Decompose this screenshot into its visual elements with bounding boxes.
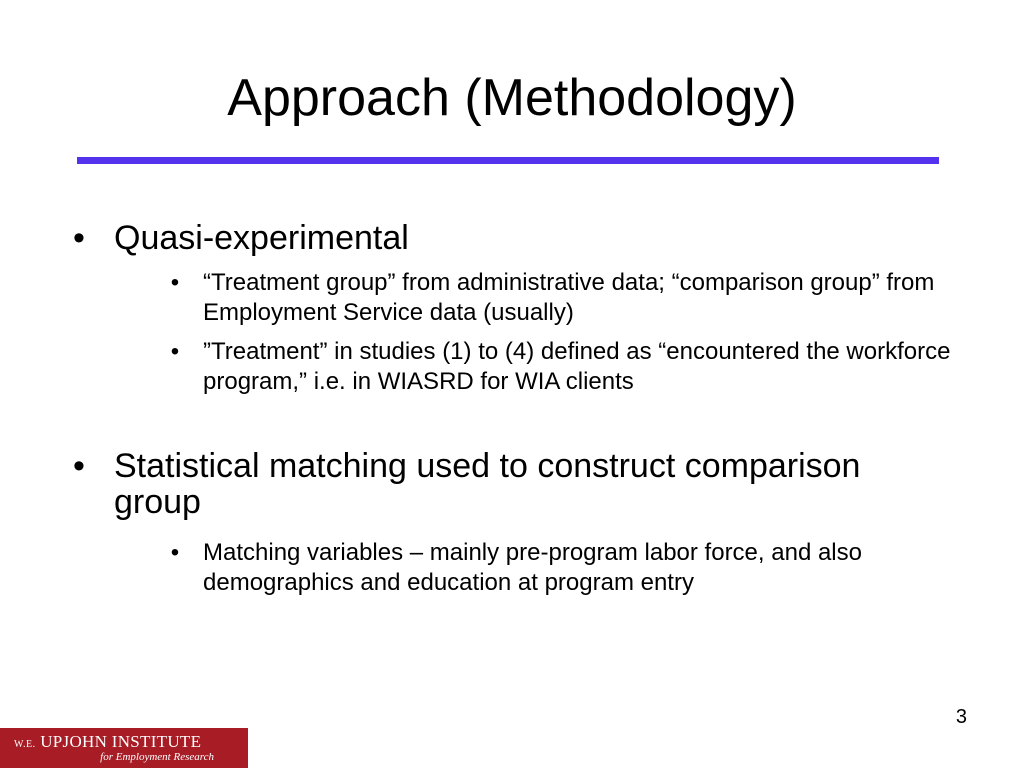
slide-title: Approach (Methodology) (227, 69, 797, 127)
bullet-text: Statistical matching used to construct comparison group (114, 447, 861, 521)
sub-bullet-text: Matching variables – mainly pre-program labor force, and also demographics and education at program entry (203, 539, 862, 596)
institute-logo (0, 728, 248, 768)
bullet-marker: • (73, 447, 85, 485)
logo-tagline: for Employment Research (100, 751, 214, 763)
sub-bullet-marker: • (170, 539, 180, 566)
logo-prefix: W.E. (14, 739, 36, 750)
sub-bullet-marker: • (170, 269, 180, 296)
title-divider (77, 157, 939, 164)
page-number: 3 (955, 706, 967, 728)
logo-name: UPJOHN INSTITUTE (40, 732, 202, 751)
sub-bullet-marker: • (170, 338, 180, 365)
bullet-marker: • (73, 219, 85, 257)
sub-bullet-text: “Treatment group” from administrative data; “comparison group” from Employment Service data (usually) (203, 269, 935, 326)
sub-bullet-text: ”Treatment” in studies (1) to (4) defined as “encountered the workforce program,” i.e. in WIASRD for WIA clients (203, 338, 951, 395)
bullet-text: Quasi-experimental (114, 219, 409, 257)
